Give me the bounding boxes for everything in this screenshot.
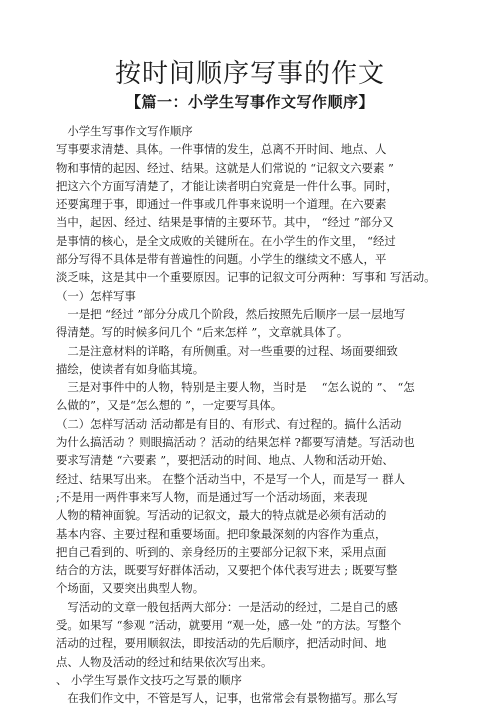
text-line: 在我们作文中，不管是写人，记事，也常常会有景物描写。那么写 [56, 691, 398, 706]
text-line: 把自己看到的、听到的、亲身经历的主要部分记叙下来，采用点面 [56, 544, 387, 559]
text-line: 淡乏味，这是其中一个重要原因。记事的记叙文可分两种：写事和 写活动。 [56, 270, 436, 285]
text-line: 当中，起因、经过、结果是事情的主要环节。其中， “经过 ”部分又 [56, 215, 394, 230]
text-line: 得清楚。写的时候多问几个 “后来怎样 ”，文章就具体了。 [56, 325, 349, 340]
text-line: 还要寓理于事，即通过一件事或几件事来说明一个道理。在六要素 [56, 197, 387, 212]
text-line: 结合的方法，既要写好群体活动，又要把个体代表写进去 ; 既要写整 [56, 563, 398, 578]
text-line: 人物的精神面貌。写活动的记叙文，最大的特点就是必须有活动的 [56, 508, 387, 523]
text-line: 基本内容、主要过程和重要场面。把印象最深刻的内容作为重点， [56, 526, 387, 541]
document-body [56, 122, 452, 708]
text-line: 二是注意材料的详略，有所侧重。对一些重要的过程、场面要细致 [56, 343, 398, 358]
text-line: 描绘，使读者有如身临其境。 [56, 361, 205, 376]
text-line: 部分写得不具体是带有普遍性的问题。小学生的继续文不感人，平 [56, 252, 387, 267]
text-line: 要求写清楚 “六要素 ”，要把活动的时间、地点、人物和活动开始、 [56, 453, 394, 468]
text-line: 个场面，又要突出典型人物。 [56, 581, 205, 596]
text-line: （一）怎样写事 [56, 288, 136, 303]
text-line: 么做的”，又是“怎么想的 ”，一定要写具体。 [56, 398, 283, 413]
text-line: 小学生写事作文写作顺序 [56, 124, 193, 138]
text-line: 三是对事件中的人物，特别是主要人物，当时是 “怎么说的 ”、 “怎 [56, 380, 415, 395]
text-line: 把这六个方面写清楚了，才能让读者明白究竟是一件什么事。同时， [56, 178, 398, 193]
text-line: 经过、结果写出来。 在整个活动当中，不是写一个人，而是写一 群人 [56, 471, 405, 486]
text-line: 为什么搞活动 ？则眼搞活动 ？活动的结果怎样 ?都要写清楚。写活动也 [56, 435, 415, 450]
text-line: （二）怎样写活动 活动都是有目的、有形式、有过程的。搞什么活动 [56, 416, 402, 431]
text-line: 写活动的文章一般包括两大部分：一是活动的经过，二是自己的感 [56, 599, 398, 614]
text-line: 是事情的核心，是全文成败的关键所在。在小学生的作文里， “经过 [56, 233, 396, 248]
text-line: 点、人物及活动的经过和结果依次写出来。 [56, 654, 273, 669]
document-title: 按时间顺序写事的作文 [114, 59, 385, 89]
text-line: ;不是用一两件事来写人物，而是通过写一个活动场面，来表现 [56, 489, 368, 504]
text-line: 受。如果写 “参观 ”活动，就要用 “观一处，感一处 ”的方法。写整个 [56, 618, 402, 633]
text-line: 一是把 “经过 ”部分分成几个阶段，然后按照先后顺序一层一层地写 [56, 306, 406, 321]
document-subtitle: 【篇一：小学生写事作文写作顺序】 [125, 93, 374, 111]
text-line: 写事要求清楚、具体。一件事情的发生，总离不开时间、地点、人 [56, 142, 387, 157]
text-line: 物和事情的起因、经过、结果。这就是人们常说的 “记叙文六要素 ” [56, 160, 394, 175]
text-line: 活动的过程，要用顺叙法，即按活动的先后顺序，把活动时间、地 [56, 636, 387, 651]
text-line: 、 小学生写景作文技巧之写景的顺序 [56, 672, 242, 687]
